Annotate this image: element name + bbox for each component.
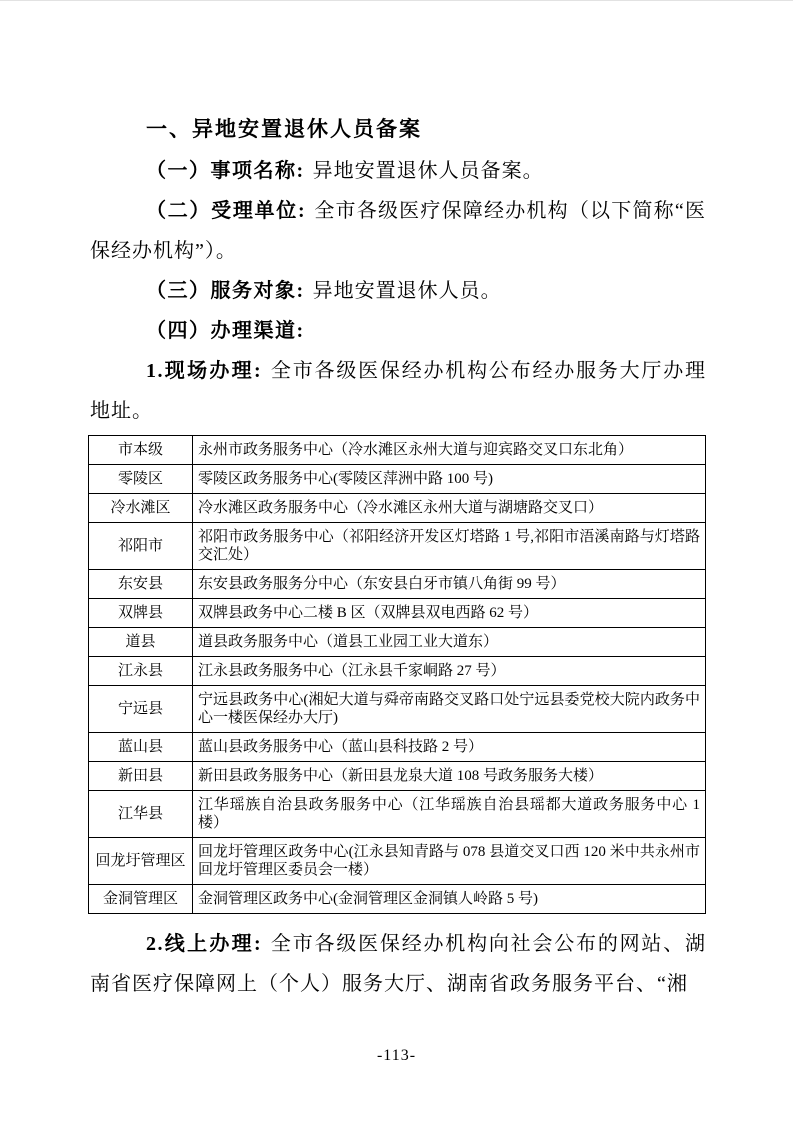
service-locations-table	[88, 435, 706, 914]
region-cell: 宁远县	[89, 686, 193, 733]
para-online-channel	[90, 924, 706, 1004]
para-onsite-channel	[90, 351, 706, 431]
para-accepting-unit	[90, 191, 706, 271]
onsite-label: 1.现场办理:	[146, 360, 263, 382]
address-cell: 冷水滩区政务服务中心（冷水滩区永州大道与湖塘路交叉口）	[193, 494, 706, 523]
address-cell: 道县政务服务中心（道县工业园工业大道东）	[193, 628, 706, 657]
para-item-name	[90, 151, 706, 191]
region-cell: 祁阳市	[89, 523, 193, 570]
item-name-label: （一）事项名称:	[146, 160, 305, 182]
table-row	[89, 791, 706, 838]
table-row	[89, 838, 706, 885]
address-cell: 回龙圩管理区政务中心(江永县知青路与 078 县道交叉口西 120 米中共永州市回龙圩管理区委员会一楼）	[193, 838, 706, 885]
table-row	[89, 686, 706, 733]
table-row	[89, 628, 706, 657]
region-cell: 市本级	[89, 436, 193, 465]
table-row	[89, 436, 706, 465]
table-row	[89, 494, 706, 523]
accepting-unit-label: （二）受理单位:	[146, 200, 307, 222]
table-row	[89, 733, 706, 762]
channels-label: （四）办理渠道:	[146, 320, 305, 342]
region-cell: 江华县	[89, 791, 193, 838]
service-target-label: （三）服务对象:	[146, 280, 305, 302]
para-service-target	[90, 271, 706, 311]
table-row	[89, 885, 706, 914]
table-row	[89, 762, 706, 791]
table-row	[89, 570, 706, 599]
region-cell: 蓝山县	[89, 733, 193, 762]
service-target-text: 异地安置退休人员。	[312, 280, 502, 302]
address-cell: 永州市政务服务中心（冷水滩区永州大道与迎宾路交叉口东北角）	[193, 436, 706, 465]
address-cell: 双牌县政务中心二楼 B 区（双牌县双电西路 62 号）	[193, 599, 706, 628]
section-heading: 一、异地安置退休人员备案	[146, 118, 422, 141]
item-name-text: 异地安置退休人员备案。	[312, 160, 544, 182]
online-text: 全市各级医保经办机构向社会公布的网站、湖南省医疗保障网上（个人）服务大厅、湖南省政务服务平台、“湘	[90, 933, 707, 995]
address-cell: 新田县政务服务中心（新田县龙泉大道 108 号政务服务大楼）	[193, 762, 706, 791]
region-cell: 双牌县	[89, 599, 193, 628]
region-cell: 金洞管理区	[89, 885, 193, 914]
para-channels	[90, 311, 706, 351]
page-number: -113-	[376, 1047, 417, 1064]
address-cell: 金洞管理区政务中心(金洞管理区金洞镇人岭路 5 号)	[193, 885, 706, 914]
address-cell: 零陵区政务服务中心(零陵区萍洲中路 100 号)	[193, 465, 706, 494]
table-row	[89, 657, 706, 686]
table-row	[89, 599, 706, 628]
online-label: 2.线上办理:	[146, 933, 263, 955]
address-cell: 东安县政务服务分中心（东安县白牙市镇八角街 99 号）	[193, 570, 706, 599]
address-cell: 江永县政务服务中心（江永县千家峒路 27 号）	[193, 657, 706, 686]
document-content	[90, 109, 706, 1004]
address-cell: 江华瑶族自治县政务服务中心（江华瑶族自治县瑶都大道政务服务中心 1 楼）	[193, 791, 706, 838]
table-row	[89, 465, 706, 494]
region-cell: 零陵区	[89, 465, 193, 494]
region-cell: 新田县	[89, 762, 193, 791]
region-cell: 江永县	[89, 657, 193, 686]
address-cell: 宁远县政务中心(湘妃大道与舜帝南路交叉路口处宁远县委党校大院内政务中心一楼医保经办大厅)	[193, 686, 706, 733]
region-cell: 回龙圩管理区	[89, 838, 193, 885]
table-row	[89, 523, 706, 570]
region-cell: 道县	[89, 628, 193, 657]
address-cell: 祁阳市政务服务中心（祁阳经济开发区灯塔路 1 号,祁阳市浯溪南路与灯塔路交汇处）	[193, 523, 706, 570]
region-cell: 东安县	[89, 570, 193, 599]
region-cell: 冷水滩区	[89, 494, 193, 523]
onsite-text: 全市各级医保经办机构公布经办服务大厅办理地址。	[90, 360, 707, 422]
accepting-unit-text: 全市各级医疗保障经办机构（以下简称“医保经办机构”）。	[90, 200, 706, 262]
address-cell: 蓝山县政务服务中心（蓝山县科技路 2 号）	[193, 733, 706, 762]
